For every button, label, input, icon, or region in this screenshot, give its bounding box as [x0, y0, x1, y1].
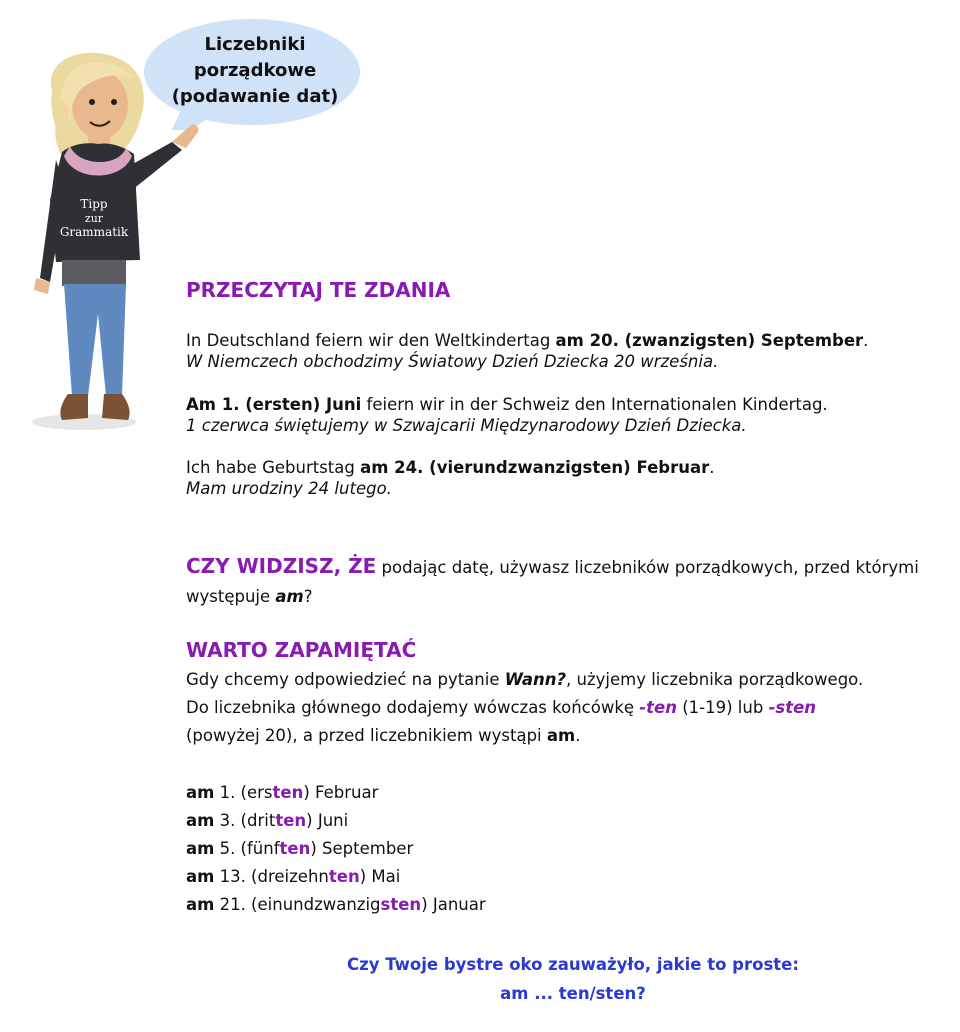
- footer-line-2: am ... ten/sten?: [500, 984, 646, 1003]
- example-ending: sten: [380, 895, 422, 914]
- warto-am: am: [546, 726, 576, 745]
- example-post: ) Juni: [306, 811, 349, 830]
- warto-line-3-pre: (powyżej 20), a przed liczebnikiem wystąpi: [186, 726, 547, 745]
- example-pre: 21. (einundzwanzig: [214, 895, 381, 914]
- warto-line-3-post: .: [575, 726, 581, 745]
- warto-line-2-pre: Do liczebnika głównego dodajemy wówczas końcówkę: [186, 698, 640, 717]
- example-row: [186, 891, 486, 919]
- warto-wann: Wann?: [504, 670, 567, 689]
- sentence-1-de-bold: am 20. (zwanzigsten) September: [555, 331, 864, 350]
- shirt-text-3: Grammatik: [59, 225, 129, 239]
- example-ending: ten: [272, 783, 304, 802]
- example-post: ) September: [310, 839, 414, 858]
- warto-ten-ending: -ten: [639, 698, 677, 717]
- teacher-girl-illustration: [22, 50, 222, 440]
- example-am: am: [186, 811, 215, 830]
- section-title-przeczytaj: PRZECZYTAJ TE ZDANIA: [186, 278, 451, 302]
- example-pre: 13. (dreizehn: [214, 867, 329, 886]
- czy-widzisz-text-b-pre: występuje: [186, 587, 276, 606]
- example-ending: ten: [328, 867, 360, 886]
- example-ending: ten: [279, 839, 311, 858]
- sentence-2-de-bold: Am 1. (ersten) Juni: [186, 395, 362, 414]
- example-row: [186, 779, 486, 807]
- sentence-1-polish: W Niemczech obchodzimy Światowy Dzień Dziecka 20 września.: [186, 352, 719, 371]
- sentence-2: [186, 394, 828, 436]
- warto-line-1-pre: Gdy chcemy odpowiedzieć na pytanie: [186, 670, 505, 689]
- example-pre: 5. (fünf: [214, 839, 280, 858]
- example-row: [186, 863, 486, 891]
- example-post: ) Februar: [303, 783, 379, 802]
- sentence-2-german: [186, 394, 828, 415]
- shirt-text-2: zur: [84, 212, 104, 225]
- czy-widzisz-text-b-post: ?: [303, 587, 313, 606]
- example-pre: 1. (ers: [214, 783, 273, 802]
- bubble-line-2: porządkowe: [193, 60, 317, 81]
- sentence-3-de-post: .: [709, 458, 715, 477]
- section-title-czy-widzisz: CZY WIDZISZ, ŻE: [186, 554, 377, 578]
- footer-line-1: Czy Twoje bystre oko zauważyło, jakie to proste:: [347, 955, 799, 974]
- sentence-1-de-pre: In Deutschland feiern wir den Weltkindertag: [186, 331, 556, 350]
- warto-line-2-mid: (1-19) lub: [676, 698, 769, 717]
- warto-line-2: [186, 694, 816, 722]
- sentence-2-polish: 1 czerwca świętujemy w Szwajcarii Międzynarodowy Dzień Dziecka.: [186, 416, 747, 435]
- sentence-3-de-pre: Ich habe Geburtstag: [186, 458, 361, 477]
- example-row: [186, 807, 486, 835]
- bubble-line-3: (podawanie dat): [171, 86, 339, 107]
- sentence-3-polish: Mam urodziny 24 lutego.: [186, 479, 392, 498]
- example-post: ) Mai: [359, 867, 401, 886]
- example-am: am: [186, 895, 215, 914]
- example-ending: ten: [275, 811, 307, 830]
- sentence-1-german: [186, 330, 868, 351]
- sentence-3: [186, 457, 714, 499]
- footer-question: [186, 950, 960, 1008]
- czy-widzisz-text-a: podając datę, używasz liczebników porządkowych, przed którymi: [376, 558, 919, 577]
- example-pre: 3. (drit: [214, 811, 276, 830]
- warto-line-1-post: , użyjemy liczebnika porządkowego.: [566, 670, 864, 689]
- section-czy-widzisz: [186, 552, 926, 611]
- shirt-text-1: Tipp: [80, 197, 108, 211]
- example-post: ) Januar: [421, 895, 486, 914]
- example-am: am: [186, 867, 215, 886]
- example-list: [186, 779, 486, 919]
- example-am: am: [186, 783, 215, 802]
- warto-line-3: [186, 722, 580, 750]
- section-title-warto: WARTO ZAPAMIĘTAĆ: [186, 638, 417, 662]
- sentence-2-de-post: feiern wir in der Schweiz den Internationalen Kindertag.: [361, 395, 828, 414]
- sentence-1: [186, 330, 868, 372]
- warto-sten-ending: -sten: [768, 698, 817, 717]
- sentence-1-de-post: .: [863, 331, 869, 350]
- bubble-line-1: Liczebniki: [204, 34, 306, 55]
- czy-widzisz-am: am: [275, 587, 304, 606]
- example-am: am: [186, 839, 215, 858]
- example-row: [186, 835, 486, 863]
- sentence-3-de-bold: am 24. (vierundzwanzigsten) Februar: [360, 458, 710, 477]
- warto-line-1: [186, 666, 863, 694]
- sentence-3-german: [186, 457, 714, 478]
